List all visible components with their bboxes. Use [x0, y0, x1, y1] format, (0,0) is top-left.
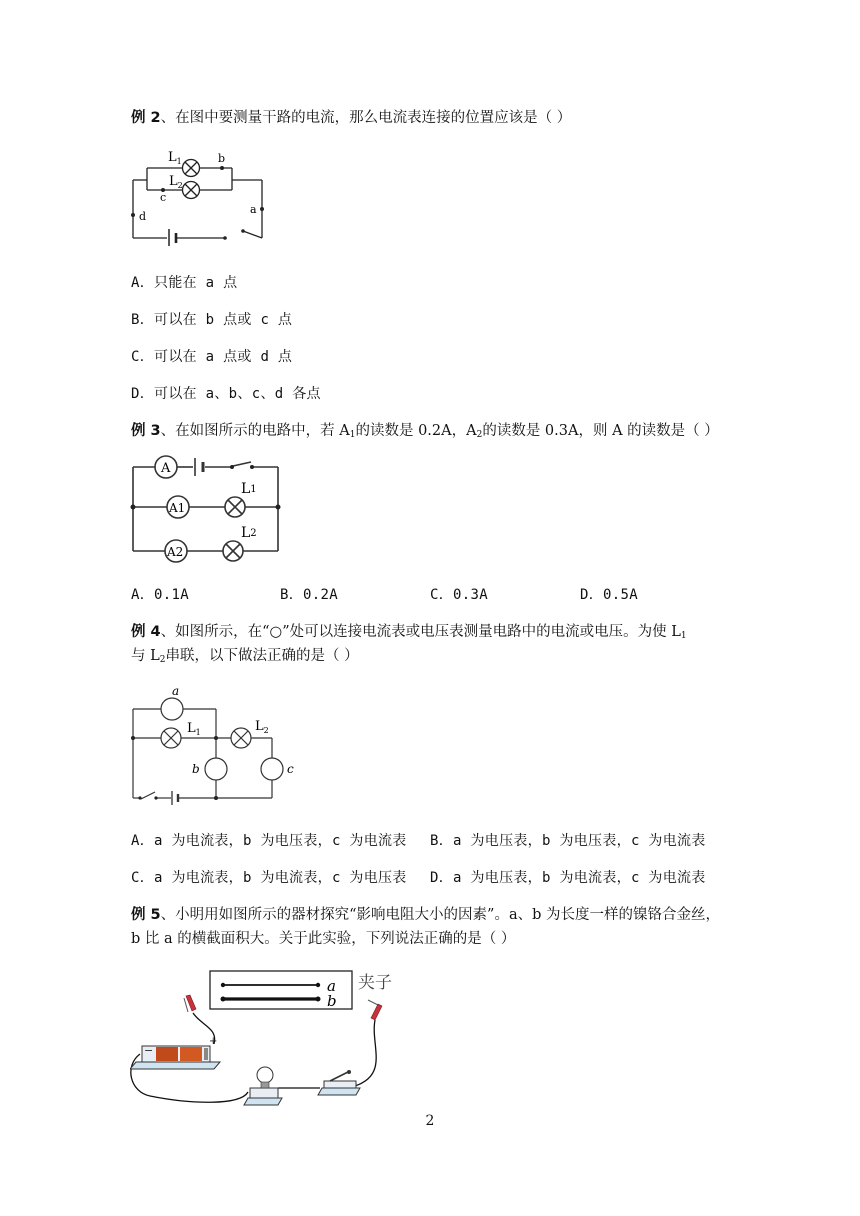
bulb: [244, 1067, 282, 1105]
wire-b-label: b: [327, 992, 337, 1010]
ex4-option-c: C．a 为电流表，b 为电流表，c 为电压表: [131, 870, 407, 886]
battery-holder: [130, 1036, 220, 1069]
ex5-question-line2: b 比 a 的横截面积大。关于此实验，下列说法正确的是（ ）: [131, 931, 516, 947]
ex3-ammeter-A2-label: A2: [167, 545, 184, 559]
ex4-question-line2: 与 $L_2$串联，以下做法正确的是（ ）: [131, 648, 359, 665]
ex3-option-d: D．0.5A: [580, 587, 638, 603]
ex3-ammeter-A-label: A: [161, 461, 171, 476]
ex2-option-b: B．可以在 b 点或 c 点: [131, 312, 293, 328]
ex3-label: 例 3: [131, 423, 161, 439]
ex2-b-label: b: [218, 152, 226, 165]
ex4-a-label: a: [172, 684, 180, 698]
page-number: 2: [425, 1113, 435, 1129]
ex4-label: 例 4: [131, 624, 161, 640]
ex2-circuit-figure: [125, 143, 270, 246]
ex3-L2-label: L2: [241, 525, 257, 541]
ex3-option-c: C．0.3A: [430, 587, 488, 603]
ex2-option-a: A．只能在 a 点: [131, 275, 238, 291]
ex4-option-a: A．a 为电流表，b 为电压表，c 为电流表: [131, 833, 407, 849]
ex4-c-label: c: [287, 762, 294, 776]
ex3-question: 例 3、在如图所示的电路中，若 $A_1$的读数是 0.2A，$A_2$的读数是 0.3A，则 A 的读数是（ ）: [131, 423, 719, 440]
ex4-option-d: D．a 为电压表，b 为电流表，c 为电流表: [430, 870, 706, 886]
ex2-L1-label: $L_1$: [168, 150, 182, 166]
ex2-question: [131, 106, 571, 127]
ex4-question-line1: 例 4、如图所示，在“○”处可以连接电流表或电压表测量电路中的电流或电压。为使 $L_1$: [131, 624, 687, 641]
ex3-option-b: B．0.2A: [280, 587, 338, 603]
battery-plus-label: +: [209, 1036, 218, 1047]
ex4-circuit-figure: [125, 680, 305, 808]
ex2-option-c: C．可以在 a 点或 d 点: [131, 349, 293, 365]
ex2-c-label: c: [160, 191, 167, 204]
ex5-apparatus-figure: [130, 966, 420, 1111]
battery-minus-label: −: [144, 1044, 154, 1057]
ex4-L1-label: $L_1$: [187, 721, 201, 737]
ex2-L2-label: $L_2$: [169, 174, 183, 190]
ex2-label: 例 2: [131, 110, 161, 126]
ex2-d-label: d: [139, 210, 147, 223]
ex2-a-label: a: [250, 203, 257, 216]
clip-label: 夹子: [358, 973, 392, 993]
ex3-L1-label: L1: [241, 481, 257, 497]
ex3-option-a: A．0.1A: [131, 587, 189, 603]
right-clip: [368, 1000, 382, 1020]
ex2-option-d: D．可以在 a、b、c、d 各点: [131, 386, 321, 402]
ex3-circuit-figure: [125, 453, 285, 563]
ex5-question-line1: 例 5、小明用如图所示的器材探究“影响电阻大小的因素”。a、b 为长度一样的镍铬合金丝，: [131, 907, 720, 923]
ex5-label: 例 5: [131, 907, 161, 923]
ex4-L2-label: $L_2$: [255, 719, 269, 735]
ex2-text: 、在图中要测量干路的电流，那么电流表连接的位置应该是（ ）: [160, 110, 572, 126]
left-clip: [184, 995, 196, 1012]
ex4-b-label: b: [192, 762, 200, 776]
switch: [318, 1070, 360, 1095]
wire-a-label: a: [327, 977, 336, 995]
ex4-option-b: B．a 为电压表，b 为电压表，c 为电流表: [430, 833, 706, 849]
ex3-ammeter-A1-label: A1: [169, 501, 186, 515]
